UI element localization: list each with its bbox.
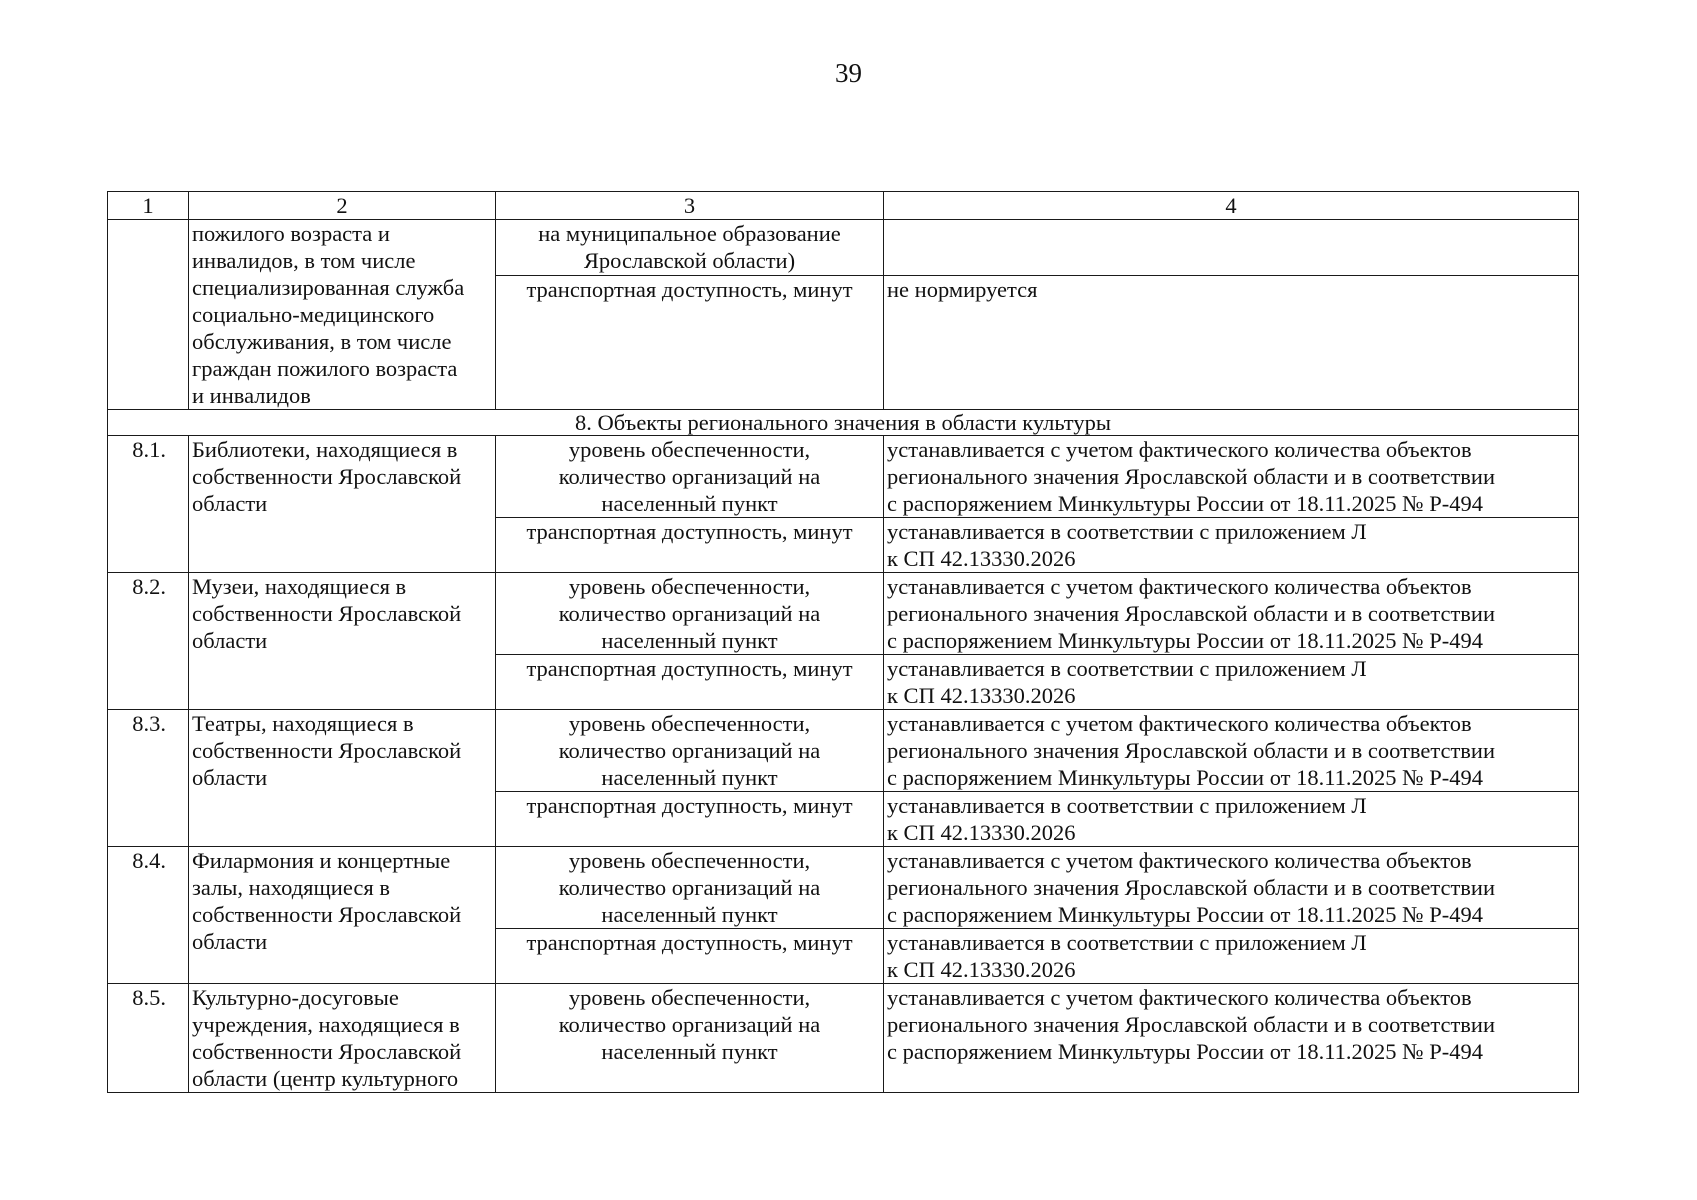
text-line: устанавливается с учетом фактического количества объектов: [887, 437, 1472, 462]
table-row: [108, 984, 1579, 1093]
cell-value: [884, 847, 1579, 929]
text-line: устанавливается в соответствии с приложением Л: [887, 519, 1367, 544]
item-number: 8.2.: [108, 573, 189, 710]
text-line: Ярославской области): [583, 248, 796, 273]
text-line: обслуживания, в том числе: [192, 329, 452, 354]
text-line: специализированная служба: [192, 275, 465, 300]
text-line: регионального значения Ярославской области и в соответствии: [887, 738, 1496, 763]
text-line: количество организаций на: [558, 1012, 821, 1037]
column-header: 4: [884, 192, 1579, 220]
item-number: 8.3.: [108, 710, 189, 847]
text-line: устанавливается с учетом фактического количества объектов: [887, 711, 1472, 736]
cell-value: [884, 929, 1579, 984]
table-header-row: [108, 192, 1579, 220]
cell-value: [884, 518, 1579, 573]
text-line: учреждения, находящиеся в: [192, 1012, 460, 1037]
text-line: Музеи, находящиеся в: [192, 574, 407, 599]
item-number: 8.4.: [108, 847, 189, 984]
column-header: 3: [496, 192, 884, 220]
text-line: Филармония и концертные: [192, 848, 451, 873]
cell-value: [884, 573, 1579, 655]
cell-object-name: [189, 220, 496, 410]
text-line: с распоряжением Минкультуры России от 18.11.2025 № Р-494: [887, 765, 1484, 790]
text-line: граждан пожилого возраста: [192, 356, 458, 381]
cell-value: [884, 792, 1579, 847]
text-line: собственности Ярославской: [192, 1039, 462, 1064]
cell-indicator: [496, 710, 884, 792]
cell-indicator: транспортная доступность, минут: [496, 655, 884, 710]
text-line: устанавливается в соответствии с приложением Л: [887, 930, 1367, 955]
norms-table: [107, 191, 1579, 1093]
text-line: регионального значения Ярославской области и в соответствии: [887, 601, 1496, 626]
table-row: [108, 847, 1579, 929]
text-line: устанавливается с учетом фактического количества объектов: [887, 574, 1472, 599]
text-line: с распоряжением Минкультуры России от 18.11.2025 № Р-494: [887, 902, 1484, 927]
cell-indicator: [496, 276, 884, 410]
text-line: к СП 42.13330.2026: [887, 683, 1076, 708]
text-line: собственности Ярославской: [192, 464, 462, 489]
item-number: 8.1.: [108, 436, 189, 573]
cell-value: [884, 984, 1579, 1093]
text-line: устанавливается с учетом фактического количества объектов: [887, 848, 1472, 873]
item-number: 8.5.: [108, 984, 189, 1093]
section-title: 8. Объекты регионального значения в области культуры: [108, 410, 1579, 436]
text-line: области: [192, 628, 268, 653]
table-row: [108, 573, 1579, 655]
text-line: социально-медицинского: [192, 302, 435, 327]
text-line: уровень обеспеченности,: [568, 985, 811, 1010]
text-line: собственности Ярославской: [192, 738, 462, 763]
text-line: с распоряжением Минкультуры России от 18.11.2025 № Р-494: [887, 491, 1484, 516]
text-line: устанавливается с учетом фактического количества объектов: [887, 985, 1472, 1010]
text-line: инвалидов, в том числе: [192, 248, 416, 273]
text-line: уровень обеспеченности,: [568, 574, 811, 599]
text-line: к СП 42.13330.2026: [887, 957, 1076, 982]
cell-value: [884, 655, 1579, 710]
text-line: населенный пункт: [601, 1039, 778, 1064]
cell-value: [884, 710, 1579, 792]
text-line: населенный пункт: [601, 628, 778, 653]
text-line: области: [192, 765, 268, 790]
cell-indicator: транспортная доступность, минут: [496, 518, 884, 573]
text-line: области: [192, 929, 268, 954]
cell-object-name: [189, 436, 496, 573]
page-number: 39: [835, 58, 862, 88]
text-line: устанавливается в соответствии с приложением Л: [887, 656, 1367, 681]
cell-object-name: [189, 984, 496, 1093]
text-line: Библиотеки, находящиеся в: [192, 437, 458, 462]
text-line: уровень обеспеченности,: [568, 848, 811, 873]
table-row: [108, 220, 1579, 276]
table-row: [108, 436, 1579, 518]
text-line: Театры, находящиеся в: [192, 711, 414, 736]
text-line: уровень обеспеченности,: [568, 711, 811, 736]
text-line: количество организаций на: [558, 601, 821, 626]
text-line: на муниципальное образование: [538, 221, 841, 246]
text-line: с распоряжением Минкультуры России от 18.11.2025 № Р-494: [887, 628, 1484, 653]
cell-value: [884, 276, 1579, 410]
text-line: области: [192, 491, 268, 516]
text-line: не нормируется: [887, 277, 1038, 302]
text-line: количество организаций на: [558, 738, 821, 763]
text-line: количество организаций на: [558, 464, 821, 489]
cell-object-name: [189, 573, 496, 710]
text-line: населенный пункт: [601, 902, 778, 927]
text-line: транспортная доступность, минут: [526, 277, 853, 302]
text-line: собственности Ярославской: [192, 902, 462, 927]
text-line: количество организаций на: [558, 875, 821, 900]
text-line: пожилого возраста и: [192, 221, 390, 246]
cell-indicator: [496, 847, 884, 929]
table-row: [108, 710, 1579, 792]
section-row: [108, 410, 1579, 436]
cell-indicator: [496, 436, 884, 518]
text-line: уровень обеспеченности,: [568, 437, 811, 462]
text-line: и инвалидов: [192, 383, 311, 408]
cell-indicator: [496, 220, 884, 276]
cell-value: [884, 220, 1579, 276]
cell-value: [884, 436, 1579, 518]
text-line: собственности Ярославской: [192, 601, 462, 626]
text-line: к СП 42.13330.2026: [887, 546, 1076, 571]
text-line: населенный пункт: [601, 765, 778, 790]
text-line: к СП 42.13330.2026: [887, 820, 1076, 845]
cell-object-name: [189, 847, 496, 984]
text-line: регионального значения Ярославской области и в соответствии: [887, 875, 1496, 900]
cell-object-name: [189, 710, 496, 847]
text-line: регионального значения Ярославской области и в соответствии: [887, 464, 1496, 489]
column-header: 2: [189, 192, 496, 220]
text-line: области (центр культурного: [192, 1066, 459, 1091]
text-line: залы, находящиеся в: [192, 875, 390, 900]
cell-indicator: [496, 984, 884, 1093]
column-header: 1: [108, 192, 189, 220]
cell-indicator: транспортная доступность, минут: [496, 792, 884, 847]
text-line: устанавливается в соответствии с приложением Л: [887, 793, 1367, 818]
text-line: с распоряжением Минкультуры России от 18.11.2025 № Р-494: [887, 1039, 1484, 1064]
cell-indicator: [496, 573, 884, 655]
text-line: населенный пункт: [601, 491, 778, 516]
text-line: регионального значения Ярославской области и в соответствии: [887, 1012, 1496, 1037]
cell-indicator: транспортная доступность, минут: [496, 929, 884, 984]
text-line: Культурно-досуговые: [192, 985, 399, 1010]
cell-number-empty: [108, 220, 189, 410]
